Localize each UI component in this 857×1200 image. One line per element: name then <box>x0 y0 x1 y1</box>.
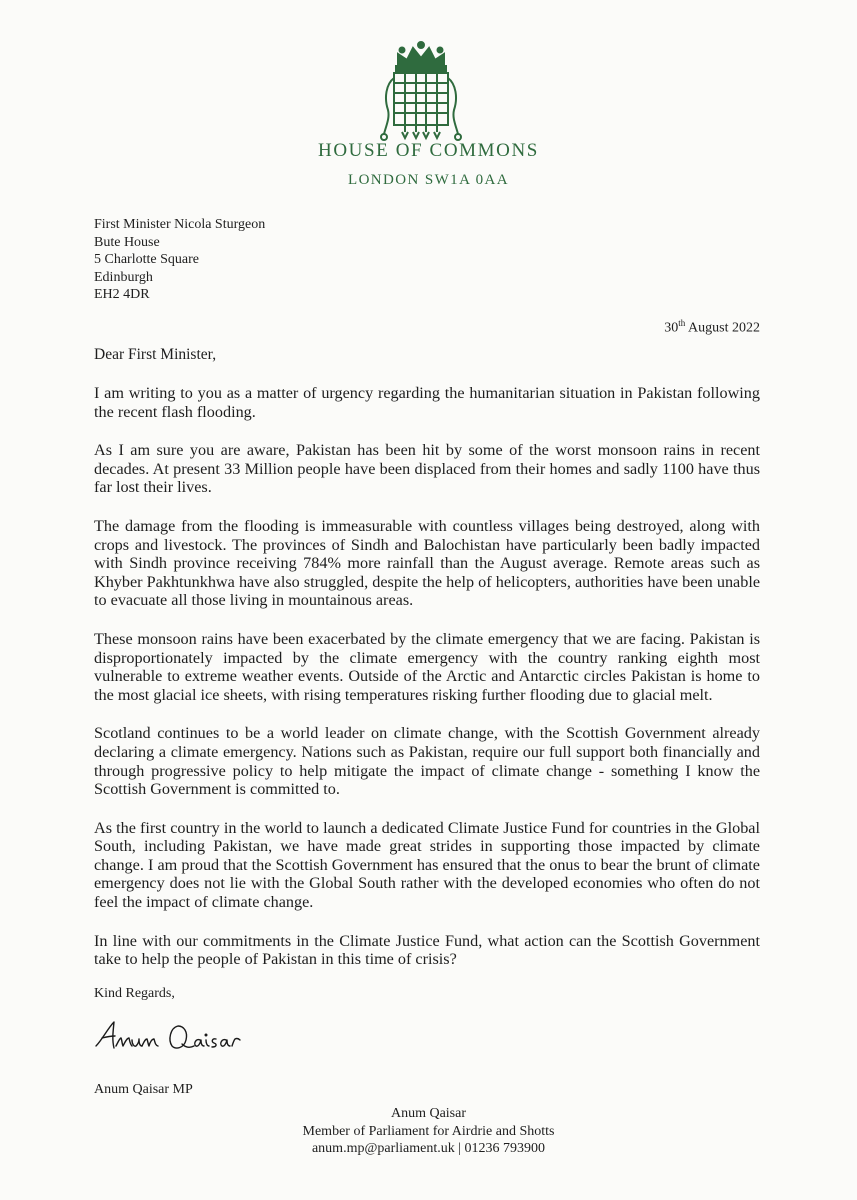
body-paragraph: As I am sure you are aware, Pakistan has been hit by some of the worst monsoon rains in recent decades. At present 33 Million people have been displaced from their homes and sadly 1100 have thus far lost their lives. <box>94 441 760 497</box>
date-suffix: th <box>678 318 686 328</box>
recipient-line: 5 Charlotte Square <box>94 252 199 267</box>
body-paragraph: In line with our commitments in the Climate Justice Fund, what action can the Scottish Government take to help the people of Pakistan in this time of crisis? <box>94 931 760 969</box>
recipient-line: First Minister Nicola Sturgeon <box>94 217 266 232</box>
org-address: LONDON SW1A 0AA <box>348 172 509 188</box>
org-name: HOUSE OF COMMONS <box>318 140 539 161</box>
letter-date <box>664 318 760 337</box>
body-paragraph: I am writing to you as a matter of urgency regarding the humanitarian situation in Pakistan following the recent flash flooding. <box>94 384 760 421</box>
body-paragraph: Scotland continues to be a world leader on climate change, with the Scottish Government already declaring a climate emergency. Nations such as Pakistan, require our full support both financially and through progressive policy to help mitigate the impact of climate change - something I know the Scottish Government is committed to. <box>94 724 760 799</box>
date-rest: August 2022 <box>685 320 760 336</box>
recipient-line: EH2 4DR <box>94 287 150 302</box>
handwritten-signature <box>92 1016 262 1060</box>
footer-line: Member of Parliament for Airdrie and Shotts <box>302 1123 555 1139</box>
closing: Kind Regards, <box>94 986 175 1001</box>
portcullis-crest-icon <box>380 40 462 148</box>
salutation: Dear First Minister, <box>94 346 217 363</box>
body-paragraph: These monsoon rains have been exacerbated by the climate emergency that we are facing. Pakistan is disproportionately impacted by the climate emergency with the country ranking eighth most vulnerable to extreme weather events. Outside of the Arctic and Antarctic circles Pakistan is home to the most glacial ice sheets, with rising temperatures risking further flooding due to glacial melt. <box>94 629 760 704</box>
body-paragraph: As the first country in the world to launch a dedicated Climate Justice Fund for countries in the Global South, including Pakistan, we have made great strides in supporting those impacted by climate change. I am proud that the Scottish Government has ensured that the onus to bear the brunt of climate emergency does not lie with the Global South rather with the developed economies who often do not feel the impact of climate change. <box>94 818 760 912</box>
footer-line: Anum Qaisar <box>390 1106 467 1121</box>
recipient-line: Edinburgh <box>94 269 153 285</box>
body-paragraph: The damage from the flooding is immeasurable with countless villages being destroyed, along with crops and livestock. The provinces of Sindh and Balochistan have particularly been badly impacted with Sindh province receiving 784% more rainfall than the August average. Remote areas such as Khyber Pakhtunkhwa have also struggled, despite the help of helicopters, authorities have been unable to evacuate all those living in mountainous areas. <box>94 516 760 610</box>
recipient-line: Bute House <box>94 234 160 250</box>
recipient-address <box>94 216 265 304</box>
footer <box>0 1105 857 1158</box>
date-day: 30 <box>664 320 679 336</box>
letter-body <box>94 384 760 989</box>
signer-name: Anum Qaisar MP <box>94 1082 193 1097</box>
footer-line: anum.mp@parliament.uk | 01236 793900 <box>311 1141 546 1156</box>
